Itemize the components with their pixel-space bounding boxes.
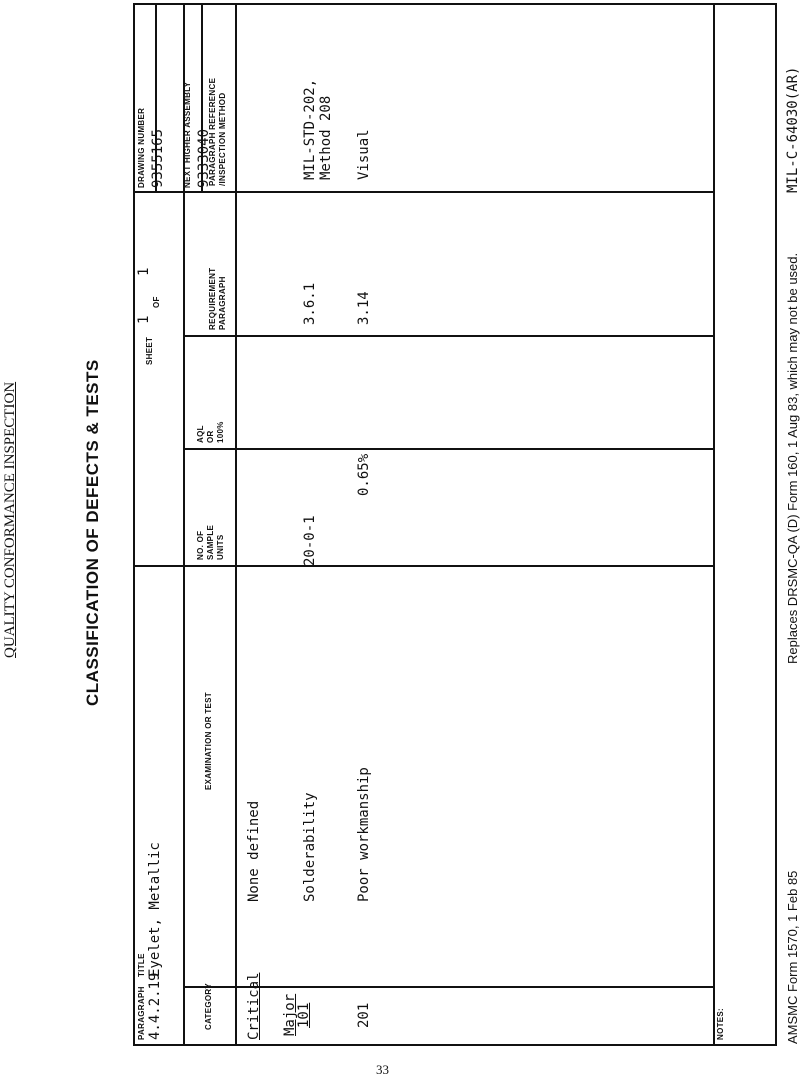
next-assembly-label: NEXT HIGHER ASSEMBLY	[183, 81, 192, 188]
col-sample-3: UNITS	[216, 534, 225, 560]
next-assembly-value: 9333040	[196, 128, 212, 188]
paragraph-value: 4.4.2.19	[147, 972, 163, 1040]
line-aql-left	[183, 448, 713, 450]
row-101-exam: Solderability	[302, 792, 318, 902]
row-201-category: 201	[356, 1002, 372, 1028]
col-sample-2: SAMPLE	[206, 524, 215, 560]
drawing-number-label: DRAWING NUMBER	[137, 107, 146, 188]
col-exam: EXAMINATION OR TEST	[204, 692, 213, 790]
sheet-of-label: OF	[152, 296, 161, 308]
sheet-label: SHEET	[145, 336, 154, 365]
critical-exam: None defined	[246, 800, 262, 902]
sheet-total: 1	[136, 267, 152, 276]
line-reference-left	[135, 191, 713, 193]
line-exam-left	[183, 986, 713, 988]
row-101-category: 101	[296, 1002, 312, 1028]
form-frame	[133, 3, 777, 1046]
title-label: TITLE	[137, 953, 146, 977]
row-101-reference-2: Method 208	[318, 95, 334, 180]
row-101-requirement: 3.6.1	[302, 282, 318, 325]
section-title: QUALITY CONFORMANCE INSPECTION	[2, 381, 18, 658]
col-reference-1: PARAGRAPH REFERENCE	[208, 77, 217, 186]
spec-number: MIL-C-64030(AR)	[785, 66, 801, 193]
row-201-reference-1: Visual	[356, 129, 372, 180]
line-requirement-left	[183, 335, 713, 337]
col-requirement-2: PARAGRAPH	[218, 276, 227, 330]
footer-replaces: Replaces DRSMC-QA (D) Form 160, 1 Aug 83, which may not be used.	[785, 252, 800, 664]
col-aql-3: 100%	[216, 421, 225, 443]
row-101-sample: 20-0-1	[302, 515, 318, 566]
paragraph-label: PARAGRAPH	[137, 986, 146, 1040]
line-category-right	[235, 5, 237, 1044]
line-sample-left	[135, 565, 713, 567]
page-number: 33	[376, 1062, 389, 1077]
drawing-number-value: 9355165	[150, 128, 166, 188]
title-value: Eyelet, Metallic	[147, 842, 163, 977]
col-reference-2: /INSPECTION METHOD	[218, 92, 227, 186]
major-category: Major	[282, 993, 298, 1036]
row-101-reference-1: MIL-STD-202,	[302, 78, 318, 180]
col-aql-2: OR	[206, 430, 215, 443]
sheet-number: 1	[136, 315, 152, 324]
row-201-exam: Poor workmanship	[356, 767, 372, 902]
col-requirement-1: REQUIREMENT	[208, 267, 217, 330]
row-201-requirement: 3.14	[356, 291, 372, 325]
col-aql-1: AQL	[196, 425, 205, 443]
footer-form-id: AMSMC Form 1570, 1 Feb 85	[785, 870, 800, 1044]
line-notes	[713, 5, 715, 1044]
critical-category: Critical	[246, 972, 262, 1040]
col-sample-1: NO. OF	[196, 530, 205, 560]
notes-label: NOTES:	[716, 1007, 725, 1040]
col-category: CATEGORY	[204, 983, 213, 1030]
main-title: CLASSIFICATION OF DEFECTS & TESTS	[83, 359, 102, 706]
row-201-aql: 0.65%	[356, 453, 372, 496]
